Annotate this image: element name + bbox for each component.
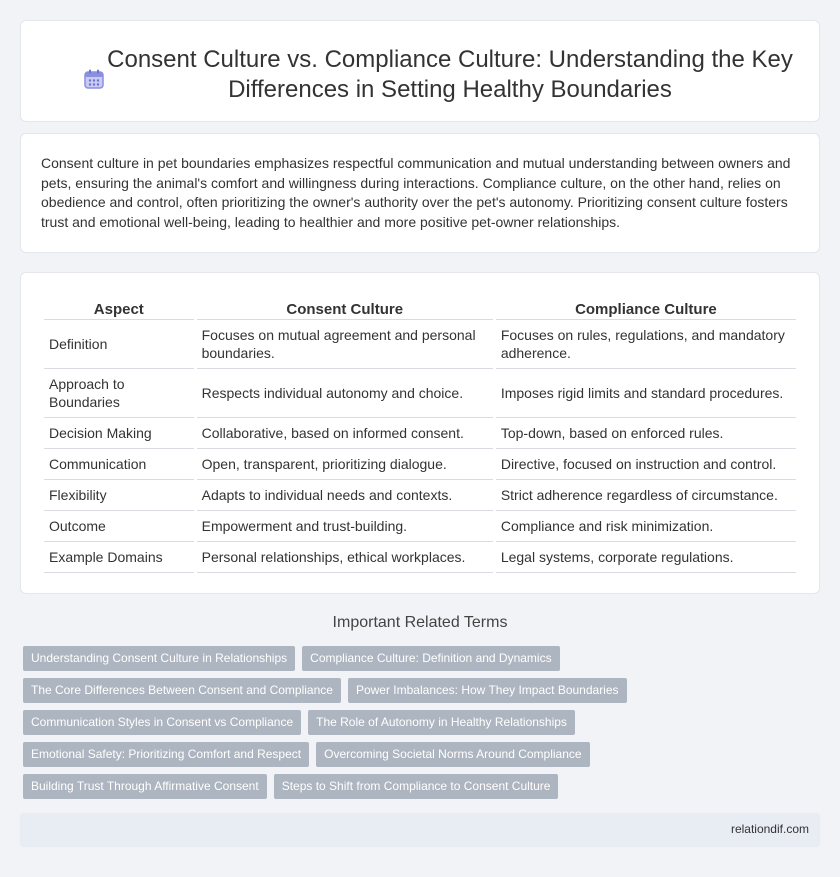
footer-site-link[interactable]: relationdif.com bbox=[730, 822, 809, 836]
related-tag[interactable]: Compliance Culture: Definition and Dynamics bbox=[302, 646, 559, 671]
tag-row bbox=[23, 710, 575, 735]
tag-row bbox=[23, 646, 560, 671]
related-tag[interactable]: Steps to Shift from Compliance to Consent Culture bbox=[274, 774, 559, 799]
footer bbox=[20, 813, 820, 847]
title-card bbox=[20, 20, 820, 122]
cell-consent: Adapts to individual needs and contexts. bbox=[197, 480, 493, 511]
cell-aspect: Example Domains bbox=[44, 542, 194, 573]
cell-consent: Personal relationships, ethical workplaces. bbox=[197, 542, 493, 573]
cell-compliance: Directive, focused on instruction and control. bbox=[496, 449, 796, 480]
intro-card bbox=[20, 133, 820, 253]
tag-row bbox=[23, 742, 590, 767]
comparison-table bbox=[41, 295, 799, 573]
table-row bbox=[44, 542, 796, 573]
table-row bbox=[44, 320, 796, 369]
cell-compliance: Focuses on rules, regulations, and mandatory adherence. bbox=[496, 320, 796, 369]
tag-row bbox=[23, 774, 558, 799]
related-tag[interactable]: Overcoming Societal Norms Around Compliance bbox=[316, 742, 589, 767]
related-tag[interactable]: Emotional Safety: Prioritizing Comfort and Respect bbox=[23, 742, 309, 767]
cell-consent: Empowerment and trust-building. bbox=[197, 511, 493, 542]
tag-row bbox=[23, 678, 627, 703]
cell-aspect: Definition bbox=[44, 320, 194, 369]
related-terms-title: Important Related Terms bbox=[332, 614, 508, 631]
cell-compliance: Top-down, based on enforced rules. bbox=[496, 418, 796, 449]
comparison-card bbox=[20, 272, 820, 594]
cell-aspect: Communication bbox=[44, 449, 194, 480]
related-tag[interactable]: Power Imbalances: How They Impact Boundaries bbox=[348, 678, 627, 703]
table-row bbox=[44, 418, 796, 449]
table-row bbox=[44, 511, 796, 542]
related-tag[interactable]: Building Trust Through Affirmative Consent bbox=[23, 774, 267, 799]
table-row bbox=[44, 369, 796, 418]
header-consent: Consent Culture bbox=[197, 295, 493, 320]
table-header-row bbox=[44, 295, 796, 320]
cell-consent: Respects individual autonomy and choice. bbox=[197, 369, 493, 418]
cell-aspect: Approach to Boundaries bbox=[44, 369, 194, 418]
page-title: Consent Culture vs. Compliance Culture: Understanding the Key Differences in Setting Healthy Boundaries bbox=[107, 46, 793, 103]
cell-aspect: Flexibility bbox=[44, 480, 194, 511]
table-row bbox=[44, 449, 796, 480]
intro-paragraph: Consent culture in pet boundaries emphasizes respectful communication and mutual understanding between owners and pets, ensuring the animal's comfort and willingness during interactions. Compliance culture, on the other hand, relies on obedience and control, often prioritizing the owner's authority over the pet's autonomy. Prioritizing consent culture fosters trust and emotional well-being, leading to healthier and more positive pet-owner relationships. bbox=[41, 155, 791, 230]
cell-compliance: Compliance and risk minimization. bbox=[496, 511, 796, 542]
related-tag[interactable]: Understanding Consent Culture in Relationships bbox=[23, 646, 295, 671]
cell-consent: Collaborative, based on informed consent. bbox=[197, 418, 493, 449]
cell-compliance: Strict adherence regardless of circumstance. bbox=[496, 480, 796, 511]
cell-aspect: Decision Making bbox=[44, 418, 194, 449]
related-tag[interactable]: The Role of Autonomy in Healthy Relationships bbox=[308, 710, 575, 735]
related-tag[interactable]: The Core Differences Between Consent and Compliance bbox=[23, 678, 341, 703]
header-aspect: Aspect bbox=[44, 295, 194, 320]
cell-consent: Open, transparent, prioritizing dialogue. bbox=[197, 449, 493, 480]
table-row bbox=[44, 480, 796, 511]
cell-compliance: Legal systems, corporate regulations. bbox=[496, 542, 796, 573]
cell-aspect: Outcome bbox=[44, 511, 194, 542]
cell-compliance: Imposes rigid limits and standard procedures. bbox=[496, 369, 796, 418]
related-tag[interactable]: Communication Styles in Consent vs Compliance bbox=[23, 710, 301, 735]
header-compliance: Compliance Culture bbox=[496, 295, 796, 320]
cell-consent: Focuses on mutual agreement and personal boundaries. bbox=[197, 320, 493, 369]
